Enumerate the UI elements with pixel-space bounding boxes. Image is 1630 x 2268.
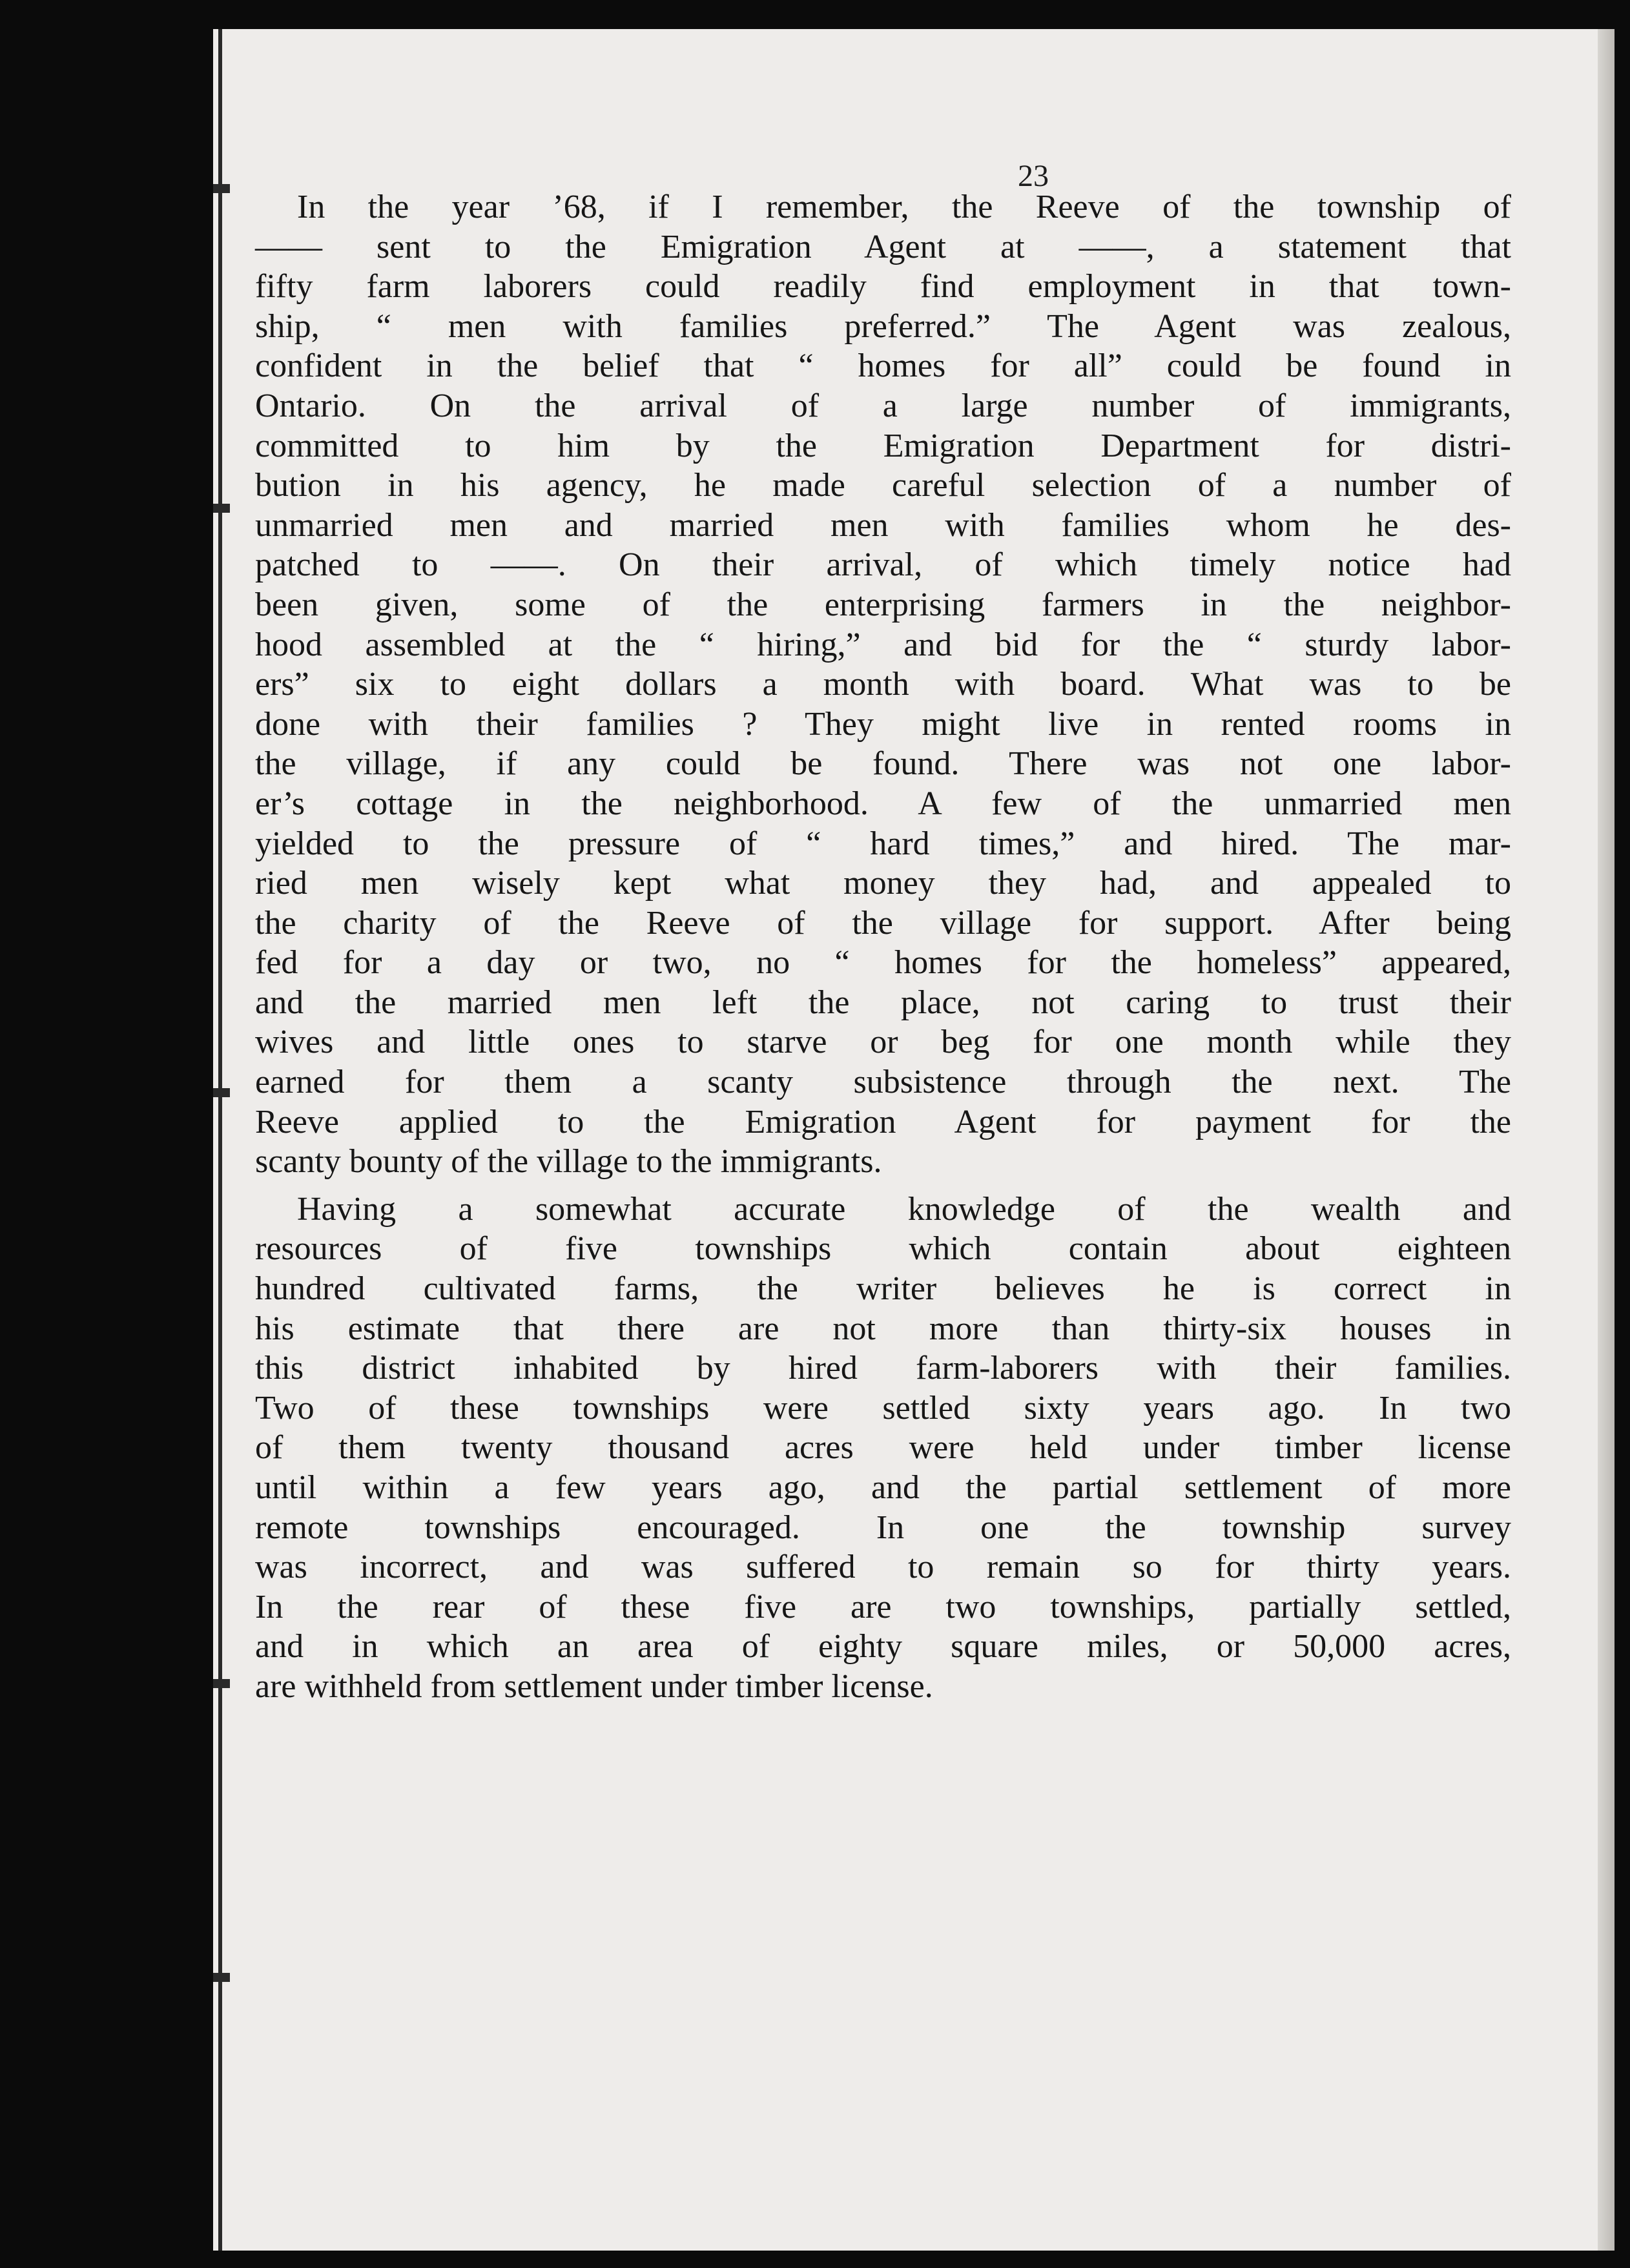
text-line: Two of these townships were settled sixty years ago. In two xyxy=(255,1389,1511,1427)
binding-mark xyxy=(213,504,230,513)
text-line: In the year ’68, if I remember, the Reeve of the township of xyxy=(297,189,1511,225)
binding-mark xyxy=(213,1088,230,1097)
paragraph xyxy=(255,187,1511,1182)
text-line: confident in the belief that “ homes for all” could be found in xyxy=(255,347,1511,385)
body-text xyxy=(255,187,1511,1707)
text-line: yielded to the pressure of “ hard times,” and hired. The mar- xyxy=(255,825,1511,862)
text-line: hood assembled at the “ hiring,” and bid for the “ sturdy labor- xyxy=(255,626,1511,663)
text-line: ship, “ men with families preferred.” The Agent was zealous, xyxy=(255,307,1511,345)
binding-mark xyxy=(213,184,230,193)
page-edge-shadow xyxy=(1598,29,1615,2251)
text-line: committed to him by the Emigration Department for distri- xyxy=(255,427,1511,464)
text-line: done with their families ? They might live in rented rooms in xyxy=(255,705,1511,743)
text-line: scanty bounty of the village to the immigrants. xyxy=(255,1143,882,1180)
text-line: bution in his agency, he made careful selection of a number of xyxy=(255,467,1511,504)
text-line: Ontario. On the arrival of a large number of immigrants, xyxy=(255,387,1511,424)
text-line: and the married men left the place, not caring to trust their xyxy=(255,984,1511,1021)
text-line: Reeve applied to the Emigration Agent for payment for the xyxy=(255,1103,1511,1140)
text-line: Having a somewhat accurate knowledge of the wealth and xyxy=(297,1190,1511,1228)
text-line: wives and little ones to starve or beg for one month while they xyxy=(255,1024,1511,1061)
text-line: ried men wisely kept what money they had, and appealed to xyxy=(255,865,1511,902)
text-line: er’s cottage in the neighborhood. A few of the unmarried men xyxy=(255,785,1511,822)
text-line: been given, some of the enterprising farmers in the neighbor- xyxy=(255,586,1511,623)
text-line: patched to ——. On their arrival, of which timely notice had xyxy=(255,546,1511,584)
text-line: ers” six to eight dollars a month with board. What was to be xyxy=(255,666,1511,703)
text-line: hundred cultivated farms, the writer believes he is correct in xyxy=(255,1270,1511,1308)
text-line: the charity of the Reeve of the village for support. After being xyxy=(255,904,1511,942)
text-line: remote townships encouraged. In one the township survey xyxy=(255,1509,1511,1546)
text-line: are withheld from settlement under timber license. xyxy=(255,1667,933,1705)
text-line: In the rear of these five are two townships, partially settled, xyxy=(255,1588,1511,1625)
text-line: and in which an area of eighty square miles, or 50,000 acres, xyxy=(255,1628,1511,1665)
text-line: fed for a day or two, no “ homes for the homeless” appeared, xyxy=(255,944,1511,982)
text-line: of them twenty thousand acres were held under timber license xyxy=(255,1429,1511,1467)
text-line: until within a few years ago, and the partial settlement of more xyxy=(255,1469,1511,1506)
text-line: this district inhabited by hired farm-laborers with their families. xyxy=(255,1350,1511,1387)
binding-edge xyxy=(218,29,222,2251)
binding-mark xyxy=(213,1679,230,1688)
page-number: 23 xyxy=(1018,159,1049,193)
binding-mark xyxy=(213,1973,230,1982)
text-line: fifty farm laborers could readily find employment in that town- xyxy=(255,268,1511,305)
paragraph xyxy=(255,1190,1511,1707)
text-line: resources of five townships which contain about eighteen xyxy=(255,1230,1511,1268)
text-line: was incorrect, and was suffered to remain so for thirty years. xyxy=(255,1549,1511,1586)
text-line: —— sent to the Emigration Agent at ——, a statement that xyxy=(255,228,1511,265)
text-line: earned for them a scanty subsistence through the next. The xyxy=(255,1064,1511,1101)
text-line: the village, if any could be found. There was not one labor- xyxy=(255,745,1511,783)
text-line: unmarried men and married men with families whom he des- xyxy=(255,506,1511,544)
text-line: his estimate that there are not more than thirty-six houses in xyxy=(255,1310,1511,1347)
